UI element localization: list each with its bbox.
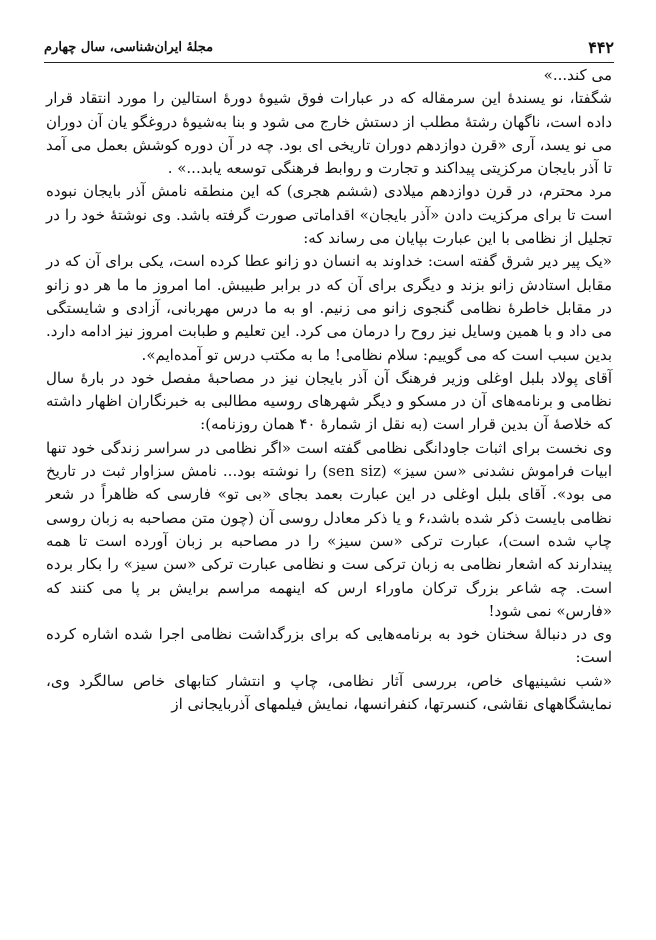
page-header (44, 34, 614, 63)
body-text (46, 64, 612, 716)
quote-paragraph: «یک پیر دیر شرق گفته است: خداوند به انسان دو زانو عطا کرده است، یکی برای آن که در مقابل استادش زانو بزند و دیگری برای آن که در برابر طبیبش. اما امروز ما ما هر دو زانو در مقابل خاطرهٔ نظامی گنجوی زانو می زنیم. او به ما درس مهربانی، آزادی و شایستگی می داد و با همین وسایل نیز روح را درمان می کرد. این تعلیم و طبابت امروز نیز ادامه دارد. بدین سبب است که می گوییم: سلام نظامی! ما به مکتب درس تو آمده‌ایم». (46, 252, 612, 364)
page-number: ۴۴۲ (588, 38, 614, 57)
paragraph: شگفتا، نو یسندهٔ این سرمقاله که در عبارات فوق شیوهٔ دورهٔ استالین را مورد انتقاد قرار داده است، ناگهان رشتهٔ مطلب از دستش خارج می شود و بنا به‌شیوهٔ دروغگو یان آن دوران می نو یسد، آری «قرن دوازدهم دوران تاریخی ای بود. چه در آن دوره کوشش بعمل می آمد تا آذر بایجان مرکزیتی پیداکند و تجارت و روابط فرهنگی توسعه یابد...» . (46, 89, 612, 178)
paragraph: وی در دنبالهٔ سخنان خود به برنامه‌هایی که برای بزرگداشت نظامی اجرا شده اشاره کرده است: (46, 625, 612, 667)
paragraph: مرد محترم، در قرن دوازدهم میلادی (ششم هجری) که این منطقه نامش آذر بایجان نبوده است تا برای مرکزیت دادن «آذر بایجان» اقداماتی صورت گرفته باشد. وی نوشتهٔ خود را در تجلیل از نظامی با این عبارت بپایان می رساند که: (46, 182, 612, 248)
paragraph: آقای پولاد بلبل اوغلی وزیر فرهنگ آن آذر بایجان نیز در مصاحبهٔ مفصل خود در بارهٔ سال نظامی و برنامه‌های آن در مسکو و دیگر شهرهای روسیه مطالبی به خبرنگاران اظهار داشته که خلاصهٔ آن بدین قرار است (به نقل از شمارهٔ ۴۰ همان روزنامه): (46, 368, 612, 434)
quote-paragraph: «شب نشینیهای خاص، بررسی آثار نظامی، چاپ و انتشار کتابهای خاص سالگرد وی، نمایشگاههای نقاشی، کنسرتها، کنفرانسها، نمایش فیلمهای آذربایجانی از (46, 671, 612, 714)
paragraph: وی نخست برای اثبات جاودانگی نظامی گفته است «اگر نظامی در سراسر زندگی خود تنها ابیات فراموش نشدنی «سن سیز» (sen siz) را نوشته بود... نامش سزاوار ثبت در تاریخ می بود». آقای بلبل اوغلی در این عبارت بعمد بجای «بی تو» فارسی که ظاهراً در شعر نظامی بایست ذکر شده باشد،۶ و یا ذکر معادل روسی آن (چون متن مصاحبه به زبان روسی چاپ شده است)، عبارت ترکی «سن سیز» را در مصاحبه بر زبان آورده است تا همه پیندارند که اشعار نظامی به زبان ترکی ست و نظامی عبارت ترکی «سن سیز» را بکار برده است. چه شاعر بزرگ ترکان ماوراء ارس که اینهمه مراسم برایش بر پا می کنند که «فارس» نمی شود! (46, 438, 613, 620)
journal-title: مجلهٔ ایران‌شناسی، سال چهارم (44, 40, 214, 55)
paragraph: می کند...» (543, 66, 612, 84)
